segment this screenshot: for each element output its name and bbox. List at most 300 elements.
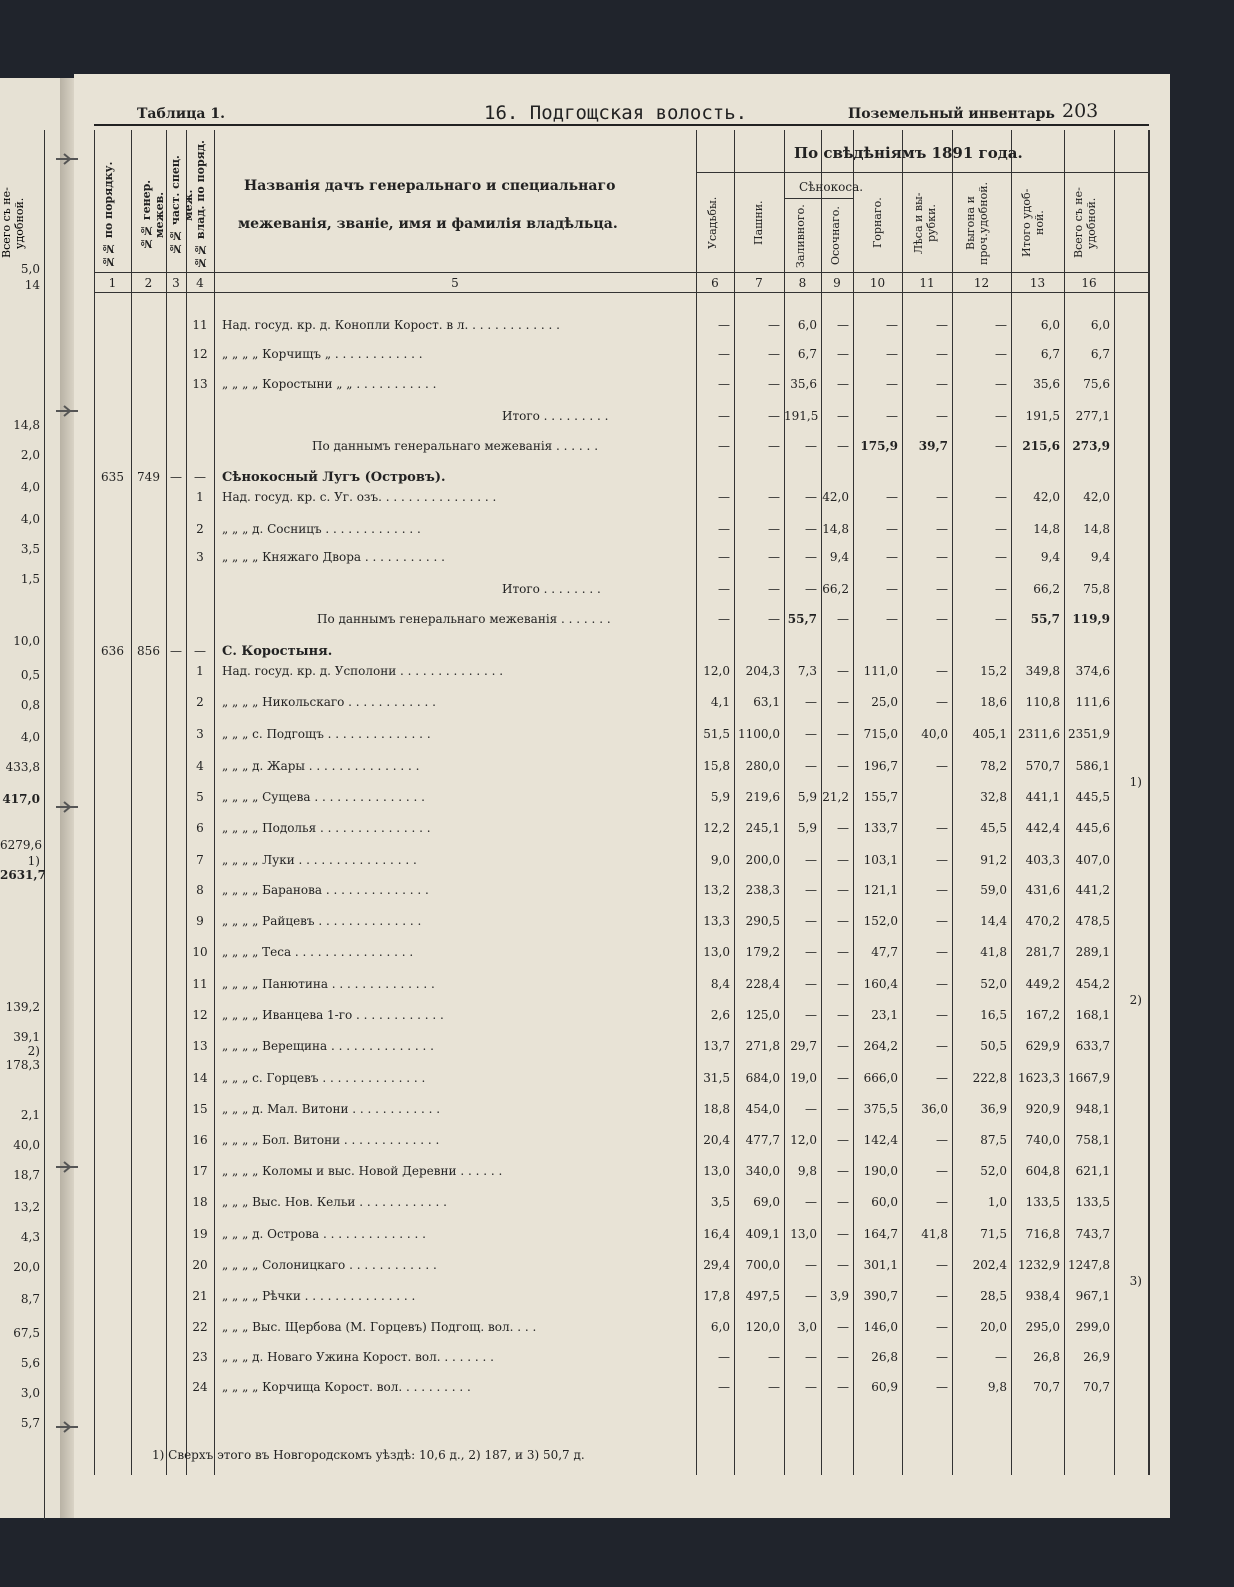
col-name-header-2: межеванія, званіе, имя и фамилія владѣльца. (238, 216, 618, 232)
value-c16: 445,6 (1075, 821, 1110, 835)
order-number: 635 (101, 470, 124, 484)
value-c12: — (995, 409, 1007, 423)
value-c9: — (837, 1195, 849, 1209)
owner-name: „ „ „ „ Иванцева 1-го . . . . . . . . . . . . (222, 1008, 444, 1022)
value-c16: 1247,8 (1068, 1258, 1110, 1272)
value-c13: 9,4 (1040, 550, 1060, 564)
owner-number: 8 (196, 883, 204, 897)
left-page-value: 4,0 (20, 480, 40, 494)
value-c10: 164,7 (863, 1227, 898, 1241)
owner-name: „ „ „ с. Горцевъ . . . . . . . . . . . . . . (222, 1071, 426, 1085)
owner-number: 6 (196, 821, 204, 835)
value-c9: — (837, 612, 849, 626)
value-c6: 3,5 (710, 1195, 730, 1209)
value-c13: 938,4 (1025, 1289, 1060, 1303)
top-rule (94, 124, 1149, 126)
value-c11: — (936, 409, 948, 423)
value-c7: 340,0 (745, 1164, 780, 1178)
value-c13: 133,5 (1025, 1195, 1060, 1209)
value-c9: — (837, 1350, 849, 1364)
value-c12: 9,8 (987, 1380, 1007, 1394)
value-c11: — (936, 550, 948, 564)
left-page-value: 18,7 (13, 1168, 40, 1182)
value-c9: — (837, 377, 849, 391)
value-c6: 6,0 (710, 1320, 730, 1334)
value-c10: 160,4 (863, 977, 898, 991)
value-c8: — (805, 1289, 817, 1303)
value-c6: — (718, 1380, 730, 1394)
value-c12: 16,5 (980, 1008, 1007, 1022)
value-c16: 75,8 (1083, 582, 1110, 596)
value-c16: 111,6 (1075, 695, 1110, 709)
value-c8: — (805, 883, 817, 897)
value-c8: 191,5 (784, 409, 819, 423)
value-c16: 14,8 (1083, 522, 1110, 536)
value-c10: 390,7 (863, 1289, 898, 1303)
value-c16: 454,2 (1075, 977, 1110, 991)
value-c6: — (718, 550, 730, 564)
value-c7: 280,0 (745, 759, 780, 773)
left-page-value: 2) (27, 1044, 40, 1058)
column-number: 6 (711, 276, 719, 290)
left-page-value: 5,7 (20, 1416, 40, 1430)
owner-number: 20 (192, 1258, 208, 1272)
value-c13: 6,0 (1040, 318, 1060, 332)
value-c12: — (995, 490, 1007, 504)
value-c16: 621,1 (1075, 1164, 1110, 1178)
owner-name: „ „ „ „ Корчищъ „ . . . . . . . . . . . . (222, 347, 423, 361)
value-c9: 21,2 (822, 790, 849, 804)
owner-number: 18 (192, 1195, 208, 1209)
value-c13: 191,5 (1025, 409, 1060, 423)
left-page-value: 4,0 (20, 512, 40, 526)
value-c11: — (936, 1071, 948, 1085)
column-number: 8 (798, 276, 807, 290)
value-c13: 431,6 (1025, 883, 1060, 897)
left-page-value: 10,0 (13, 634, 40, 648)
value-c12: — (995, 550, 1007, 564)
value-c10: 60,0 (871, 1195, 898, 1209)
col-6-header: Усадьбы. (706, 196, 719, 250)
column-number: 11 (919, 276, 935, 290)
value-c10: — (886, 409, 898, 423)
owner-name: Над. госуд. кр. д. Конопли Корост. в л. . . . . . . . . . . . . (222, 318, 560, 332)
value-c7: — (768, 318, 780, 332)
value-c6: — (718, 318, 730, 332)
value-c11: — (936, 945, 948, 959)
column-number: 3 (172, 276, 180, 290)
value-c10: — (886, 490, 898, 504)
value-c13: 920,9 (1025, 1102, 1060, 1116)
left-page-value: 2,1 (20, 1108, 40, 1122)
value-c10: 152,0 (863, 914, 898, 928)
value-c16: 273,9 (1072, 439, 1110, 453)
value-c11: — (936, 1380, 948, 1394)
value-c7: — (768, 1350, 780, 1364)
value-c9: 3,9 (829, 1289, 849, 1303)
owner-name: „ „ „ „ Солоницкаго . . . . . . . . . . . . (222, 1258, 437, 1272)
value-c7: 454,0 (745, 1102, 780, 1116)
value-c12: 45,5 (980, 821, 1007, 835)
owner-name: „ „ „ „ Коростыни „ „ . . . . . . . . . . . (222, 377, 437, 391)
value-c12: 78,2 (980, 759, 1007, 773)
value-c16: 70,7 (1083, 1380, 1110, 1394)
value-c8: — (805, 522, 817, 536)
value-c16: 1667,9 (1068, 1071, 1110, 1085)
value-c10: — (886, 522, 898, 536)
owner-number: 21 (192, 1289, 208, 1303)
value-c12: — (995, 612, 1007, 626)
owner-name: „ „ „ „ Теса . . . . . . . . . . . . . . . . (222, 945, 414, 959)
value-c11: — (936, 853, 948, 867)
value-c16: 374,6 (1075, 664, 1110, 678)
value-c12: — (995, 439, 1007, 453)
value-c8: — (805, 695, 817, 709)
value-c11: — (936, 1164, 948, 1178)
owner-name: „ „ „ д. Жары . . . . . . . . . . . . . . . (222, 759, 420, 773)
value-c7: 238,3 (745, 883, 780, 897)
owner-name: „ „ „ „ Коломы и выс. Новой Деревни . . . . . . (222, 1164, 503, 1178)
value-c10: 375,5 (863, 1102, 898, 1116)
left-page-value: 5,6 (20, 1356, 40, 1370)
value-c7: 228,4 (745, 977, 780, 991)
col-12-header: Выгона и проч.удобной. (964, 181, 990, 265)
column-number: 12 (973, 276, 990, 290)
owner-name: „ „ „ д. Острова . . . . . . . . . . . . . . (222, 1227, 426, 1241)
owner-number: 23 (192, 1350, 208, 1364)
value-c10: 175,9 (860, 439, 898, 453)
value-c9: — (837, 1380, 849, 1394)
value-c9: — (837, 1008, 849, 1022)
value-c9: — (837, 664, 849, 678)
col-order-header: №№ по порядку. (102, 161, 115, 269)
binding-thread-icon (56, 1420, 78, 1434)
value-c11: — (936, 612, 948, 626)
value-c6: 20,4 (703, 1133, 730, 1147)
owner-name: „ „ „ Выс. Нов. Кельи . . . . . . . . . . . . (222, 1195, 447, 1209)
owner-number: — (194, 470, 206, 484)
value-c10: — (886, 318, 898, 332)
left-page-value: 3,0 (20, 1386, 40, 1400)
senokos-header: Сѣнокоса. (799, 180, 864, 194)
value-c10: 133,7 (863, 821, 898, 835)
value-c7: — (768, 439, 780, 453)
value-c7: 271,8 (745, 1039, 780, 1053)
left-page-header: Всего съ не-удобной. (0, 187, 26, 259)
value-c11: — (936, 318, 948, 332)
value-c6: — (718, 522, 730, 536)
value-c9: — (837, 318, 849, 332)
value-c12: — (995, 318, 1007, 332)
value-c11: — (936, 1289, 948, 1303)
value-c11: — (936, 1195, 948, 1209)
value-c13: 167,2 (1025, 1008, 1060, 1022)
value-c13: 629,9 (1025, 1039, 1060, 1053)
value-c13: 740,0 (1025, 1133, 1060, 1147)
value-c7: 219,6 (745, 790, 780, 804)
left-page-value: 3,5 (20, 542, 40, 556)
value-c6: 13,2 (703, 883, 730, 897)
inventory-table (94, 130, 1149, 1475)
value-c13: 35,6 (1033, 377, 1060, 391)
owner-name: „ „ „ „ Верещина . . . . . . . . . . . . . . (222, 1039, 434, 1053)
col-11-header: Лѣса и вы-рубки. (912, 192, 938, 254)
col-name-header-1: Названія дачъ генеральнаго и специальнаго (244, 178, 616, 194)
value-c11: — (936, 759, 948, 773)
value-c10: 666,0 (863, 1071, 898, 1085)
value-c12: 91,2 (980, 853, 1007, 867)
value-c10: 47,7 (871, 945, 898, 959)
value-c8: 19,0 (790, 1071, 817, 1085)
value-c13: 716,8 (1025, 1227, 1060, 1241)
value-c9: 42,0 (822, 490, 849, 504)
value-c6: — (718, 582, 730, 596)
column-number: 4 (196, 276, 204, 290)
value-c16: 586,1 (1075, 759, 1110, 773)
value-c6: — (718, 612, 730, 626)
left-page-value: 0,8 (20, 698, 40, 712)
value-c13: 1623,3 (1018, 1071, 1060, 1085)
left-page-value: 20,0 (13, 1260, 40, 1274)
value-c6: 16,4 (703, 1227, 730, 1241)
value-c13: 403,3 (1025, 853, 1060, 867)
value-c7: 700,0 (745, 1258, 780, 1272)
owner-name: „ „ „ д. Сосницъ . . . . . . . . . . . . . (222, 522, 421, 536)
value-c9: — (837, 945, 849, 959)
value-c13: 442,4 (1025, 821, 1060, 835)
left-page-value: 1) (27, 854, 40, 868)
value-c16: 289,1 (1075, 945, 1110, 959)
value-c13: 441,1 (1025, 790, 1060, 804)
value-c8: — (805, 439, 817, 453)
value-c6: — (718, 439, 730, 453)
column-number: 2 (144, 276, 153, 290)
value-c8: 35,6 (790, 377, 817, 391)
value-c9: — (837, 1227, 849, 1241)
value-c9: — (837, 439, 849, 453)
left-page-value: 1,5 (20, 572, 40, 586)
left-page-value: 40,0 (13, 1138, 40, 1152)
value-c6: 18,8 (703, 1102, 730, 1116)
value-c9: — (837, 347, 849, 361)
owner-name: „ „ „ „ Никольскаго . . . . . . . . . . . . (222, 695, 436, 709)
value-c12: 52,0 (980, 1164, 1007, 1178)
value-c16: 6,0 (1090, 318, 1110, 332)
left-page-value: 417,0 (2, 792, 40, 806)
value-c9: 66,2 (822, 582, 849, 596)
value-c13: 66,2 (1033, 582, 1060, 596)
group-title: По свѣдѣніямъ 1891 года. (794, 144, 1023, 162)
footnote-ref: 1) (1129, 775, 1142, 789)
value-c13: 14,8 (1033, 522, 1060, 536)
value-c12: 15,2 (980, 664, 1007, 678)
value-c16: 967,1 (1075, 1289, 1110, 1303)
value-c7: — (768, 582, 780, 596)
col-13-header: Итого удоб-ной. (1020, 188, 1046, 258)
value-c11: — (936, 1133, 948, 1147)
value-c8: — (805, 490, 817, 504)
value-c6: 15,8 (703, 759, 730, 773)
owner-number: 11 (192, 977, 208, 991)
value-c8: 55,7 (787, 612, 817, 626)
owner-name: „ „ „ Выс. Щербова (М. Горцевъ) Подгощ. вол. . . . (222, 1320, 537, 1334)
left-page-value: 4,3 (20, 1230, 40, 1244)
value-c6: — (718, 490, 730, 504)
value-c12: 1,0 (987, 1195, 1007, 1209)
left-page-value: 2,0 (20, 448, 40, 462)
value-c11: — (936, 582, 948, 596)
left-page-col-num: 14 (24, 278, 40, 292)
value-c11: — (936, 522, 948, 536)
value-c10: 60,9 (871, 1380, 898, 1394)
value-c8: 7,3 (797, 664, 817, 678)
value-c10: 23,1 (871, 1008, 898, 1022)
left-page-value: 4,0 (20, 730, 40, 744)
owner-number: 13 (192, 1039, 208, 1053)
value-c12: 405,1 (972, 727, 1007, 741)
value-c13: 349,8 (1025, 664, 1060, 678)
value-c13: 70,7 (1033, 1380, 1060, 1394)
left-page (0, 78, 60, 1518)
value-c11: — (936, 347, 948, 361)
owner-name: „ „ „ „ Подолья . . . . . . . . . . . . . . . (222, 821, 431, 835)
value-c16: 168,1 (1075, 1008, 1110, 1022)
column-number: 9 (833, 276, 841, 290)
value-c7: 63,1 (753, 695, 780, 709)
column-number: 10 (869, 276, 886, 290)
value-c12: 18,6 (980, 695, 1007, 709)
column-number: 1 (108, 276, 117, 290)
owner-number: 10 (192, 945, 208, 959)
owner-number: 1 (196, 664, 204, 678)
owner-number: 19 (192, 1227, 208, 1241)
value-c7: 125,0 (745, 1008, 780, 1022)
gen-number: 749 (137, 470, 160, 484)
book-binding (60, 78, 74, 1518)
value-c13: 6,7 (1040, 347, 1060, 361)
value-c7: 204,3 (745, 664, 780, 678)
value-c13: 26,8 (1033, 1350, 1060, 1364)
owner-name: „ „ „ „ Княжаго Двора . . . . . . . . . . . (222, 550, 445, 564)
col-spec-header: №№ част. спец. меж. (169, 155, 195, 255)
value-c13: 110,8 (1025, 695, 1060, 709)
owner-number: 13 (192, 377, 208, 391)
spec-number: — (170, 644, 182, 658)
value-c12: — (995, 582, 1007, 596)
value-c10: 715,0 (863, 727, 898, 741)
left-page-value: 39,1 (13, 1030, 40, 1044)
value-c7: 290,5 (745, 914, 780, 928)
value-c11: — (936, 914, 948, 928)
owner-name: Итого . . . . . . . . . (502, 409, 609, 423)
value-c12: 41,8 (980, 945, 1007, 959)
left-page-value: 67,5 (13, 1326, 40, 1340)
value-c7: 179,2 (745, 945, 780, 959)
value-c13: 215,6 (1022, 439, 1060, 453)
value-c13: 470,2 (1025, 914, 1060, 928)
value-c6: 4,1 (710, 695, 730, 709)
left-page-value: 0,5 (20, 668, 40, 682)
owner-name: „ „ „ „ Баранова . . . . . . . . . . . . . . (222, 883, 429, 897)
value-c12: 32,8 (980, 790, 1007, 804)
table-label: Таблица 1. (137, 106, 225, 122)
owner-name: Над. госуд. кр. с. Уг. озъ. . . . . . . . . . . . . . . . (222, 490, 497, 504)
column-number: 7 (755, 276, 763, 290)
value-c13: 570,7 (1025, 759, 1060, 773)
value-c10: — (886, 582, 898, 596)
owner-number: 3 (196, 550, 204, 564)
value-c9: — (837, 1071, 849, 1085)
value-c16: 478,5 (1075, 914, 1110, 928)
value-c13: 295,0 (1025, 1320, 1060, 1334)
value-c8: — (805, 914, 817, 928)
column-number: 16 (1081, 276, 1097, 290)
owner-number: 1 (196, 490, 204, 504)
value-c11: — (936, 695, 948, 709)
value-c9: 14,8 (822, 522, 849, 536)
value-c10: 121,1 (863, 883, 898, 897)
owner-name: Сѣнокосный Лугъ (Островъ). (222, 470, 446, 485)
value-c9: — (837, 1133, 849, 1147)
value-c12: 28,5 (980, 1289, 1007, 1303)
value-c6: 17,8 (703, 1289, 730, 1303)
value-c10: — (886, 347, 898, 361)
value-c7: — (768, 347, 780, 361)
value-c8: 5,9 (797, 821, 817, 835)
left-page-value: 178,3 (5, 1058, 40, 1072)
gen-number: 856 (137, 644, 160, 658)
value-c6: 13,3 (703, 914, 730, 928)
owner-name: „ „ „ „ Райцевъ . . . . . . . . . . . . . . (222, 914, 422, 928)
value-c16: 119,9 (1072, 612, 1110, 626)
owner-name: „ „ „ „ Сущева . . . . . . . . . . . . . . . (222, 790, 425, 804)
value-c10: 301,1 (863, 1258, 898, 1272)
owner-number: 4 (196, 759, 204, 773)
value-c11: 39,7 (918, 439, 948, 453)
owner-number: 12 (192, 347, 208, 361)
col-8-header: Заливного. (794, 204, 807, 268)
value-c10: — (886, 377, 898, 391)
owner-number: 22 (192, 1320, 208, 1334)
value-c11: — (936, 664, 948, 678)
owner-name: „ „ „ д. Новаго Ужина Корост. вол. . . . . . . . (222, 1350, 494, 1364)
owner-name: По даннымъ генеральнаго межеванія . . . . . . (312, 439, 599, 453)
value-c6: 12,2 (703, 821, 730, 835)
value-c7: 497,5 (745, 1289, 780, 1303)
value-c16: 133,5 (1075, 1195, 1110, 1209)
binding-thread-icon (56, 404, 78, 418)
value-c6: 13,0 (703, 945, 730, 959)
value-c8: — (805, 1258, 817, 1272)
value-c16: 6,7 (1090, 347, 1110, 361)
value-c7: — (768, 1380, 780, 1394)
left-page-value: 8,7 (20, 1292, 40, 1306)
value-c8: 5,9 (797, 790, 817, 804)
left-page-column (0, 130, 45, 1520)
owner-number: 12 (192, 1008, 208, 1022)
binding-thread-icon (56, 152, 78, 166)
value-c12: — (995, 377, 1007, 391)
value-c16: 9,4 (1090, 550, 1110, 564)
owner-name: „ „ „ „ Луки . . . . . . . . . . . . . . . . (222, 853, 417, 867)
owner-number: 15 (192, 1102, 208, 1116)
value-c9: — (837, 821, 849, 835)
value-c6: 29,4 (703, 1258, 730, 1272)
value-c7: — (768, 490, 780, 504)
column-number: 13 (1029, 276, 1046, 290)
value-c7: 245,1 (745, 821, 780, 835)
value-c6: 31,5 (703, 1071, 730, 1085)
